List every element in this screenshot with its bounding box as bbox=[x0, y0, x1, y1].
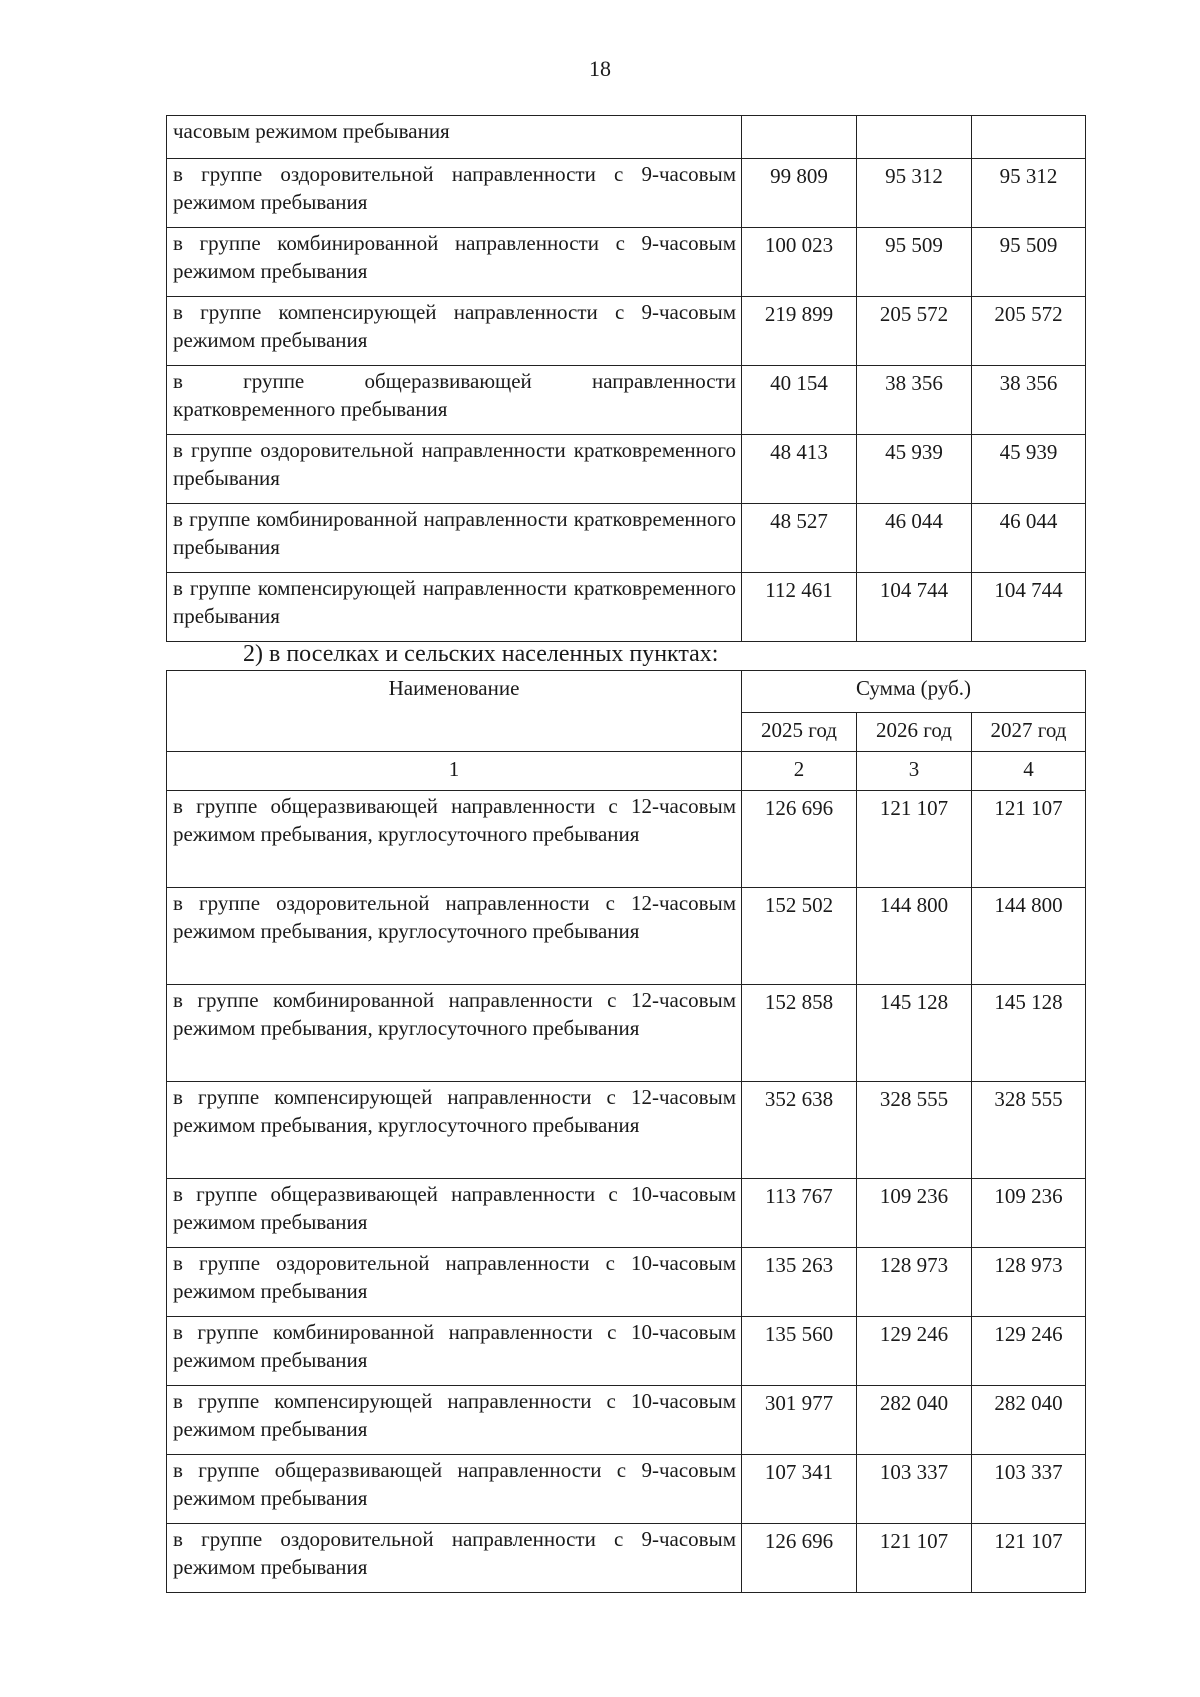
value-2026: 104 744 bbox=[857, 573, 972, 642]
value-2026: 45 939 bbox=[857, 435, 972, 504]
table-row bbox=[167, 573, 1086, 642]
table-row bbox=[167, 1179, 1086, 1248]
value-2025: 48 413 bbox=[742, 435, 857, 504]
value-2025: 48 527 bbox=[742, 504, 857, 573]
table-row bbox=[167, 1082, 1086, 1179]
value-2027: 109 236 bbox=[972, 1179, 1086, 1248]
table-row bbox=[167, 791, 1086, 888]
value-2026: 46 044 bbox=[857, 504, 972, 573]
row-name: в группе общеразвивающей направленности с 12-часовым режимом пребывания, круглосуточного пребывания bbox=[167, 791, 742, 888]
value-2027: 95 509 bbox=[972, 228, 1086, 297]
table-rural-settlements bbox=[166, 670, 1086, 1593]
value-2027: 38 356 bbox=[972, 366, 1086, 435]
row-name: в группе оздоровительной направленности с 9-часовым режимом пребывания bbox=[167, 1524, 742, 1593]
value-2027: 129 246 bbox=[972, 1317, 1086, 1386]
value-2026: 38 356 bbox=[857, 366, 972, 435]
row-name: в группе комбинированной направленности кратковременного пребывания bbox=[167, 504, 742, 573]
row-name: в группе оздоровительной направленности кратковременного пребывания bbox=[167, 435, 742, 504]
column-number: 2 bbox=[742, 752, 857, 791]
row-name: в группе оздоровительной направленности с 9-часовым режимом пребывания bbox=[167, 159, 742, 228]
value-2025: 301 977 bbox=[742, 1386, 857, 1455]
value-2027: 328 555 bbox=[972, 1082, 1086, 1179]
column-header-name: Наименование bbox=[167, 671, 742, 752]
column-header-year-2025: 2025 год bbox=[742, 713, 857, 752]
column-number: 1 bbox=[167, 752, 742, 791]
value-2026: 103 337 bbox=[857, 1455, 972, 1524]
table-row bbox=[167, 297, 1086, 366]
value-2025: 152 858 bbox=[742, 985, 857, 1082]
row-name: в группе оздоровительной направленности с 12-часовым режимом пребывания, круглосуточного пребывания bbox=[167, 888, 742, 985]
value-2025: 126 696 bbox=[742, 1524, 857, 1593]
value-2026 bbox=[857, 116, 972, 159]
value-2027: 121 107 bbox=[972, 1524, 1086, 1593]
value-2027: 205 572 bbox=[972, 297, 1086, 366]
row-name: в группе компенсирующей направленности кратковременного пребывания bbox=[167, 573, 742, 642]
row-name: в группе компенсирующей направленности с 9-часовым режимом пребывания bbox=[167, 297, 742, 366]
table-row bbox=[167, 504, 1086, 573]
table-row bbox=[167, 435, 1086, 504]
value-2026: 145 128 bbox=[857, 985, 972, 1082]
value-2025: 135 560 bbox=[742, 1317, 857, 1386]
table-row bbox=[167, 1386, 1086, 1455]
row-name: в группе общеразвивающей направленности кратковременного пребывания bbox=[167, 366, 742, 435]
value-2026: 282 040 bbox=[857, 1386, 972, 1455]
value-2026: 121 107 bbox=[857, 791, 972, 888]
value-2027: 104 744 bbox=[972, 573, 1086, 642]
row-name: в группе комбинированной направленности с 9-часовым режимом пребывания bbox=[167, 228, 742, 297]
table-row bbox=[167, 1248, 1086, 1317]
table-row bbox=[167, 366, 1086, 435]
value-2026: 129 246 bbox=[857, 1317, 972, 1386]
value-2025: 100 023 bbox=[742, 228, 857, 297]
table-row bbox=[167, 1524, 1086, 1593]
row-name: в группе общеразвивающей направленности с 9-часовым режимом пребывания bbox=[167, 1455, 742, 1524]
value-2025: 152 502 bbox=[742, 888, 857, 985]
table-row bbox=[167, 1317, 1086, 1386]
section-heading: 2) в поселках и сельских населенных пунктах: bbox=[243, 641, 719, 667]
value-2025: 352 638 bbox=[742, 1082, 857, 1179]
value-2027: 46 044 bbox=[972, 504, 1086, 573]
value-2027 bbox=[972, 116, 1086, 159]
value-2026: 95 509 bbox=[857, 228, 972, 297]
column-number: 3 bbox=[857, 752, 972, 791]
column-header-year-2027: 2027 год bbox=[972, 713, 1086, 752]
row-name: в группе комбинированной направленности с 12-часовым режимом пребывания, круглосуточного пребывания bbox=[167, 985, 742, 1082]
table-row bbox=[167, 985, 1086, 1082]
row-name: в группе компенсирующей направленности с 12-часовым режимом пребывания, круглосуточного пребывания bbox=[167, 1082, 742, 1179]
value-2025: 40 154 bbox=[742, 366, 857, 435]
table-column-numbers-row bbox=[167, 752, 1086, 791]
row-name: в группе компенсирующей направленности с 10-часовым режимом пребывания bbox=[167, 1386, 742, 1455]
value-2025: 219 899 bbox=[742, 297, 857, 366]
table-row bbox=[167, 888, 1086, 985]
value-2027: 144 800 bbox=[972, 888, 1086, 985]
table-row bbox=[167, 1455, 1086, 1524]
value-2027: 45 939 bbox=[972, 435, 1086, 504]
column-number: 4 bbox=[972, 752, 1086, 791]
value-2026: 95 312 bbox=[857, 159, 972, 228]
row-name: в группе оздоровительной направленности с 10-часовым режимом пребывания bbox=[167, 1248, 742, 1317]
value-2025: 135 263 bbox=[742, 1248, 857, 1317]
value-2025: 113 767 bbox=[742, 1179, 857, 1248]
value-2026: 121 107 bbox=[857, 1524, 972, 1593]
value-2027: 121 107 bbox=[972, 791, 1086, 888]
value-2027: 95 312 bbox=[972, 159, 1086, 228]
value-2025: 126 696 bbox=[742, 791, 857, 888]
row-name: в группе общеразвивающей направленности с 10-часовым режимом пребывания bbox=[167, 1179, 742, 1248]
value-2026: 205 572 bbox=[857, 297, 972, 366]
value-2027: 128 973 bbox=[972, 1248, 1086, 1317]
value-2025: 107 341 bbox=[742, 1455, 857, 1524]
table-header-row bbox=[167, 671, 1086, 713]
table-row bbox=[167, 228, 1086, 297]
table-continued-urban bbox=[166, 115, 1086, 642]
value-2025: 99 809 bbox=[742, 159, 857, 228]
value-2026: 128 973 bbox=[857, 1248, 972, 1317]
value-2025 bbox=[742, 116, 857, 159]
column-header-year-2026: 2026 год bbox=[857, 713, 972, 752]
column-header-sum: Сумма (руб.) bbox=[742, 671, 1086, 713]
value-2025: 112 461 bbox=[742, 573, 857, 642]
value-2027: 282 040 bbox=[972, 1386, 1086, 1455]
value-2026: 144 800 bbox=[857, 888, 972, 985]
value-2026: 328 555 bbox=[857, 1082, 972, 1179]
page-number: 18 bbox=[589, 56, 611, 81]
value-2027: 145 128 bbox=[972, 985, 1086, 1082]
row-name: часовым режимом пребывания bbox=[167, 116, 742, 159]
row-name: в группе комбинированной направленности с 10-часовым режимом пребывания bbox=[167, 1317, 742, 1386]
value-2026: 109 236 bbox=[857, 1179, 972, 1248]
value-2027: 103 337 bbox=[972, 1455, 1086, 1524]
table-row bbox=[167, 159, 1086, 228]
table-row bbox=[167, 116, 1086, 159]
